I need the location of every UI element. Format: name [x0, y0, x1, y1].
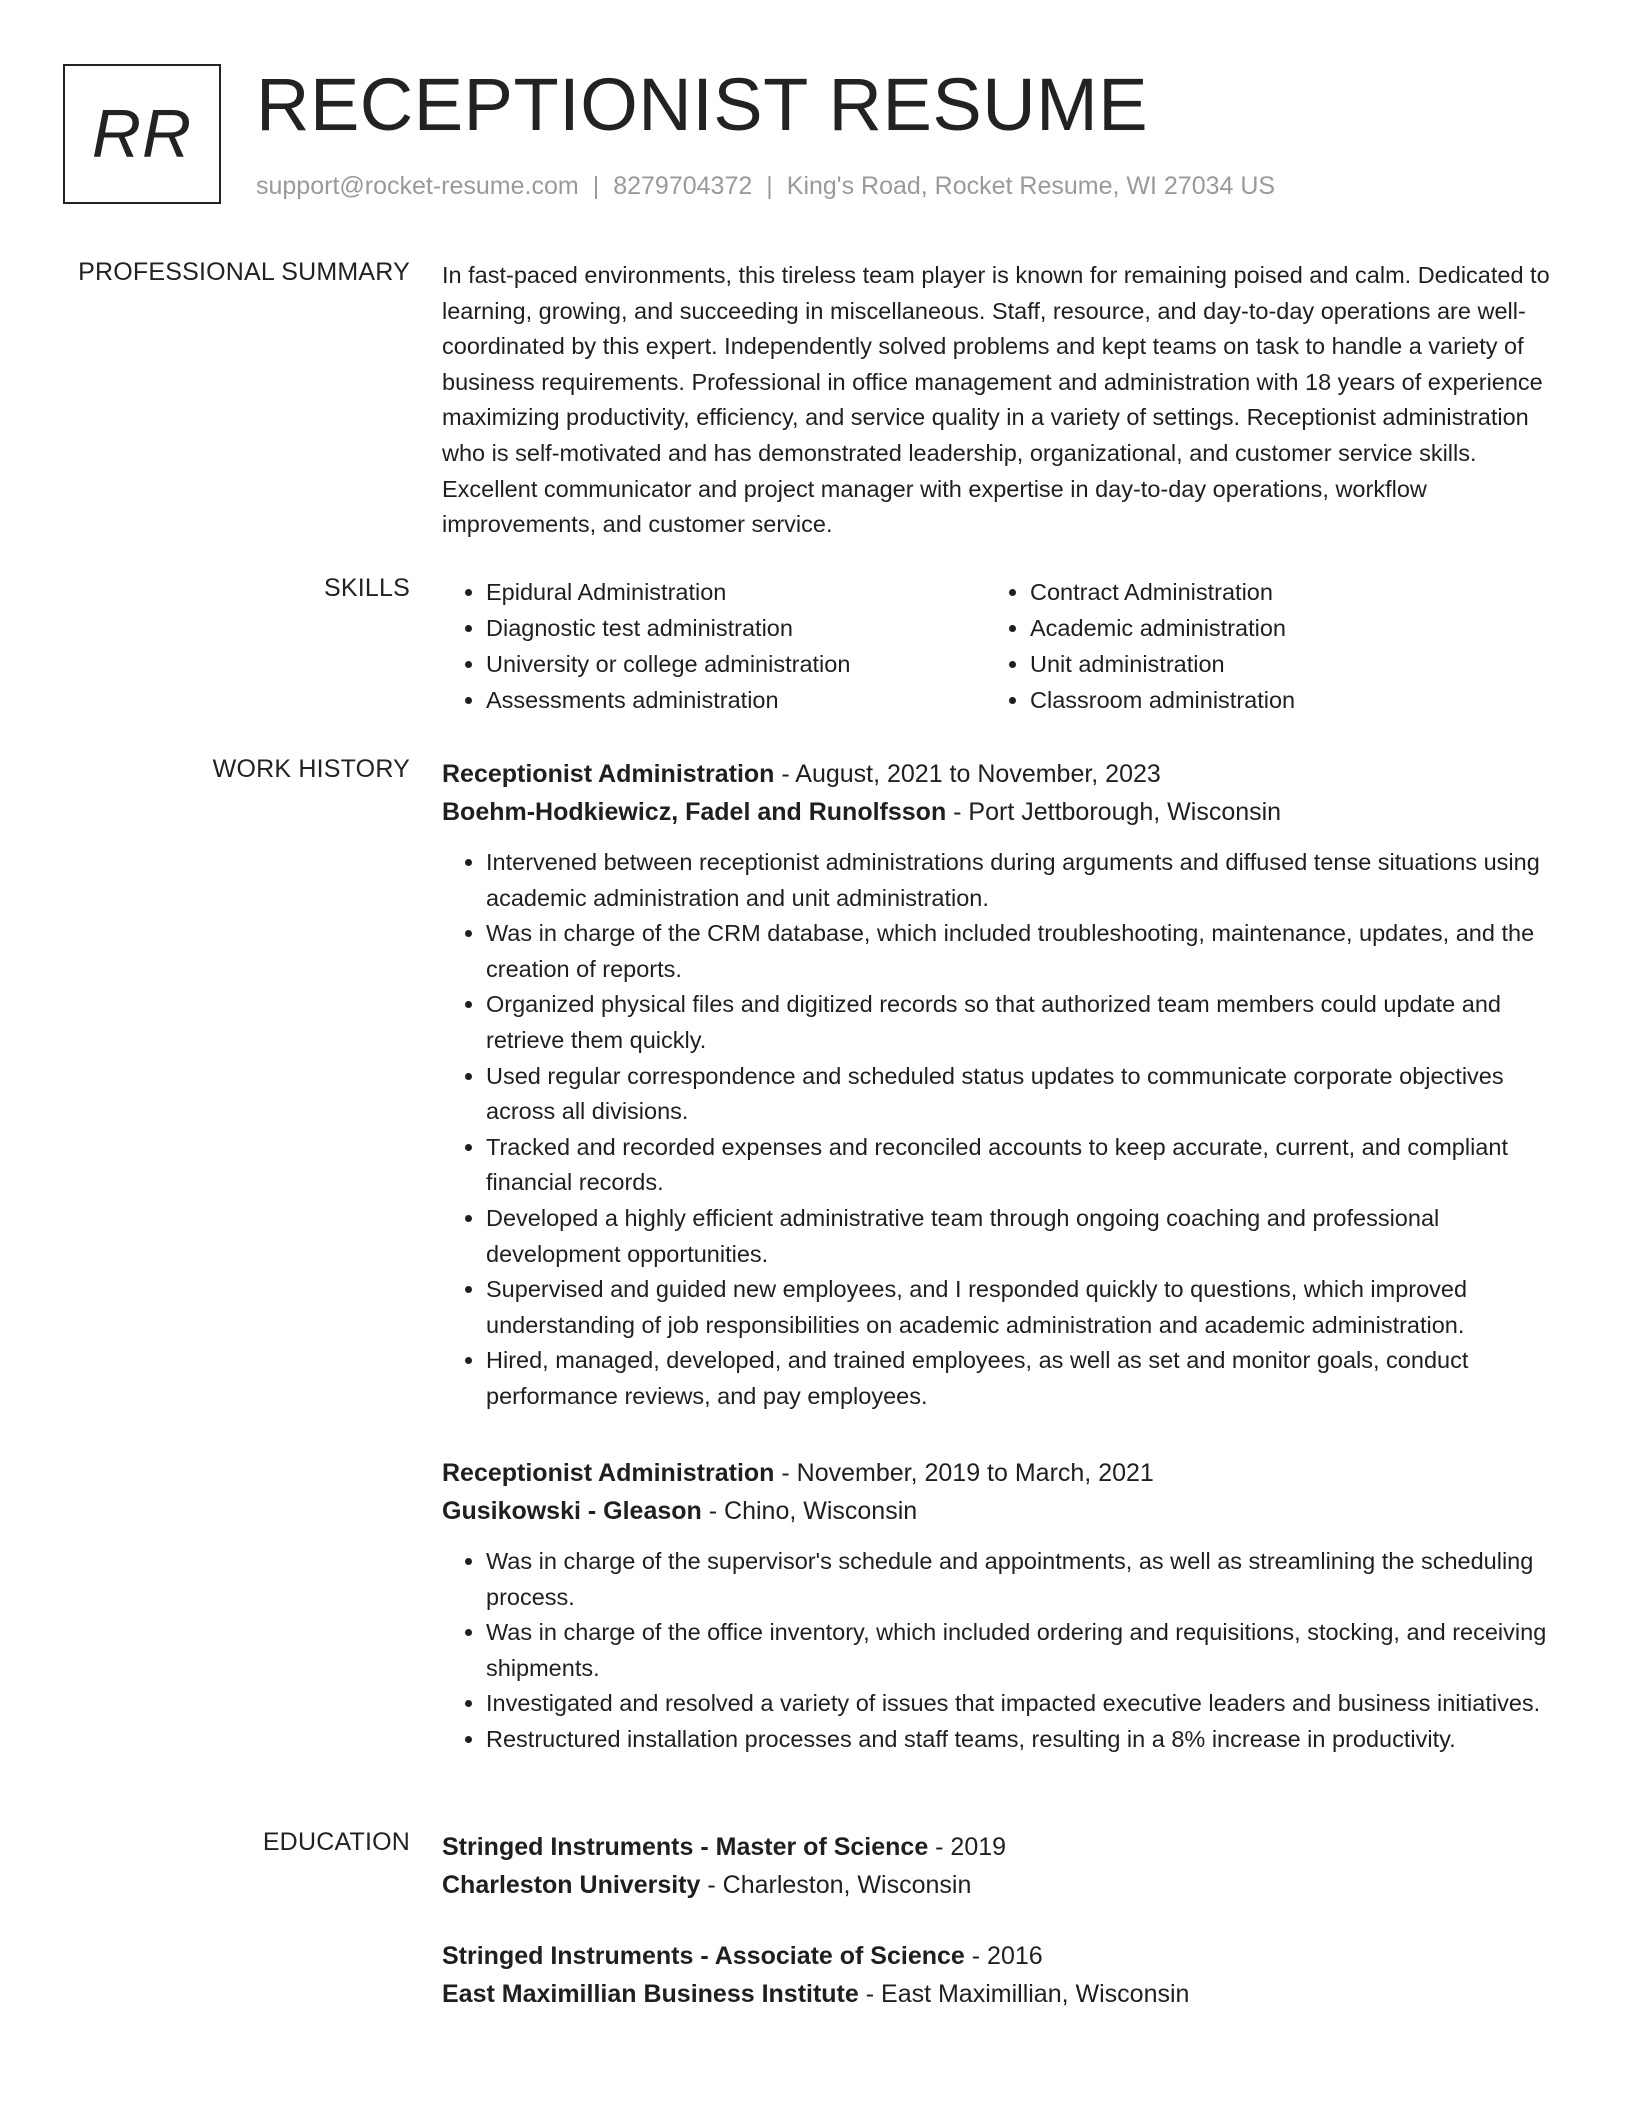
education-degree: Stringed Instruments - Associate of Science	[442, 1942, 965, 1970]
education-school: East Maximillian Business Institute	[442, 1980, 859, 2008]
job-location: - Chino, Wisconsin	[701, 1497, 918, 1525]
education-year: - 2016	[964, 1942, 1043, 1970]
job-title-line	[442, 1454, 1564, 1492]
skill-item: • Classroom administration	[1030, 682, 1530, 718]
education-degree-line	[442, 1828, 1564, 1866]
skill-item: • Unit administration	[1030, 646, 1530, 682]
page-title: RECEPTIONIST RESUME	[256, 63, 1149, 146]
summary-label: PROFESSIONAL SUMMARY	[78, 258, 410, 286]
job-bullet: • Used regular correspondence and scheduled status updates to communicate corporate objectives across all divisions.	[486, 1059, 1564, 1130]
education-school: Charleston University	[442, 1871, 701, 1899]
job-bullet: • Hired, managed, developed, and trained employees, as well as set and monitor goals, conduct performance reviews, and pay employees.	[486, 1343, 1564, 1414]
contact-email[interactable]: support@rocket-resume.com	[256, 172, 579, 200]
education-location: - East Maximillian, Wisconsin	[858, 1980, 1190, 2008]
job-bullet: • Investigated and resolved a variety of issues that impacted executive leaders and business initiatives.	[486, 1686, 1564, 1722]
job-title: Receptionist Administration	[442, 1459, 775, 1487]
work-history-label: WORK HISTORY	[212, 755, 410, 783]
job-bullet: • Was in charge of the CRM database, which included troubleshooting, maintenance, updates, and the creation of reports.	[486, 916, 1564, 987]
job-company: Gusikowski - Gleason	[442, 1497, 702, 1525]
job-entry	[442, 1454, 1564, 1758]
job-bullet: • Restructured installation processes and staff teams, resulting in a 8% increase in productivity.	[486, 1722, 1564, 1758]
job-entry	[442, 755, 1564, 1415]
skill-item: • Contract Administration	[1030, 574, 1530, 610]
skill-item: • University or college administration	[486, 646, 986, 682]
job-dates: - August, 2021 to November, 2023	[774, 760, 1161, 788]
skill-item: • Epidural Administration	[486, 574, 986, 610]
skills-label: SKILLS	[324, 574, 410, 602]
job-bullet: • Tracked and recorded expenses and reconciled accounts to keep accurate, current, and compliant financial records.	[486, 1130, 1564, 1201]
resume-header	[63, 64, 1569, 214]
job-title-line	[442, 755, 1564, 793]
skills-column-1	[442, 574, 986, 718]
summary-content	[442, 258, 1564, 543]
job-bullet: • Organized physical files and digitized records so that authorized team members could update and retrieve them quickly.	[486, 987, 1564, 1058]
contact-separator: |	[766, 172, 773, 200]
job-company: Boehm-Hodkiewicz, Fadel and Runolfsson	[442, 798, 947, 826]
job-bullets	[442, 1544, 1564, 1758]
job-dates: - November, 2019 to March, 2021	[774, 1459, 1154, 1487]
contact-separator: |	[592, 172, 600, 200]
job-title: Receptionist Administration	[442, 760, 775, 788]
job-company-line	[442, 1492, 1564, 1530]
skill-item: • Diagnostic test administration	[486, 610, 986, 646]
skill-item: • Academic administration	[1030, 610, 1530, 646]
skill-item: • Assessments administration	[486, 682, 986, 718]
job-bullet: • Was in charge of the supervisor's schedule and appointments, as well as streamlining the scheduling process.	[486, 1544, 1564, 1615]
education-year: - 2019	[928, 1833, 1007, 1861]
education-entry	[442, 1937, 1564, 2013]
contact-address: King's Road, Rocket Resume, WI 27034 US	[786, 172, 1276, 200]
education-entry	[442, 1828, 1564, 1904]
job-company-line	[442, 793, 1564, 831]
job-location: - Port Jettborough, Wisconsin	[946, 798, 1282, 826]
education-degree-line	[442, 1937, 1564, 1975]
education-school-line	[442, 1866, 1564, 1904]
job-bullet: • Developed a highly efficient administrative team through ongoing coaching and professional development opportunities.	[486, 1201, 1564, 1272]
contact-phone[interactable]: 8279704372	[613, 172, 753, 200]
job-bullets	[442, 845, 1564, 1415]
summary-text: In fast-paced environments, this tireless team player is known for remaining poised and calm. Dedicated to learning, growing, and succeeding in miscellaneous. Staff, resource, and day-to-day operations are well-coordinated by this expert. Independently solved problems and kept teams on task to handle a variety of business requirements. Professional in office management and administration with 18 years of experience maximizing productivity, efficiency, and service quality in a variety of settings. Receptionist administration who is self-motivated and has demonstrated leadership, organizational, and customer service skills. Excellent communicator and project manager with expertise in day-to-day operations, workflow improvements, and customer service.	[442, 262, 1550, 538]
education-location: - Charleston, Wisconsin	[700, 1871, 972, 1899]
job-bullet: • Intervened between receptionist administrations during arguments and diffused tense situations using academic administration and unit administration.	[486, 845, 1564, 916]
skills-list	[442, 574, 1564, 718]
education-degree: Stringed Instruments - Master of Science	[442, 1833, 929, 1861]
skills-column-2	[986, 574, 1530, 718]
monogram-logo: RR	[63, 64, 221, 204]
education-label: EDUCATION	[262, 1828, 410, 1856]
job-bullet: • Was in charge of the office inventory, which included ordering and requisitions, stocking, and receiving shipments.	[486, 1615, 1564, 1686]
job-bullet: • Supervised and guided new employees, and I responded quickly to questions, which improved understanding of job responsibilities on academic administration and academic administration.	[486, 1272, 1564, 1343]
contact-line	[256, 172, 1275, 201]
education-school-line	[442, 1975, 1564, 2013]
